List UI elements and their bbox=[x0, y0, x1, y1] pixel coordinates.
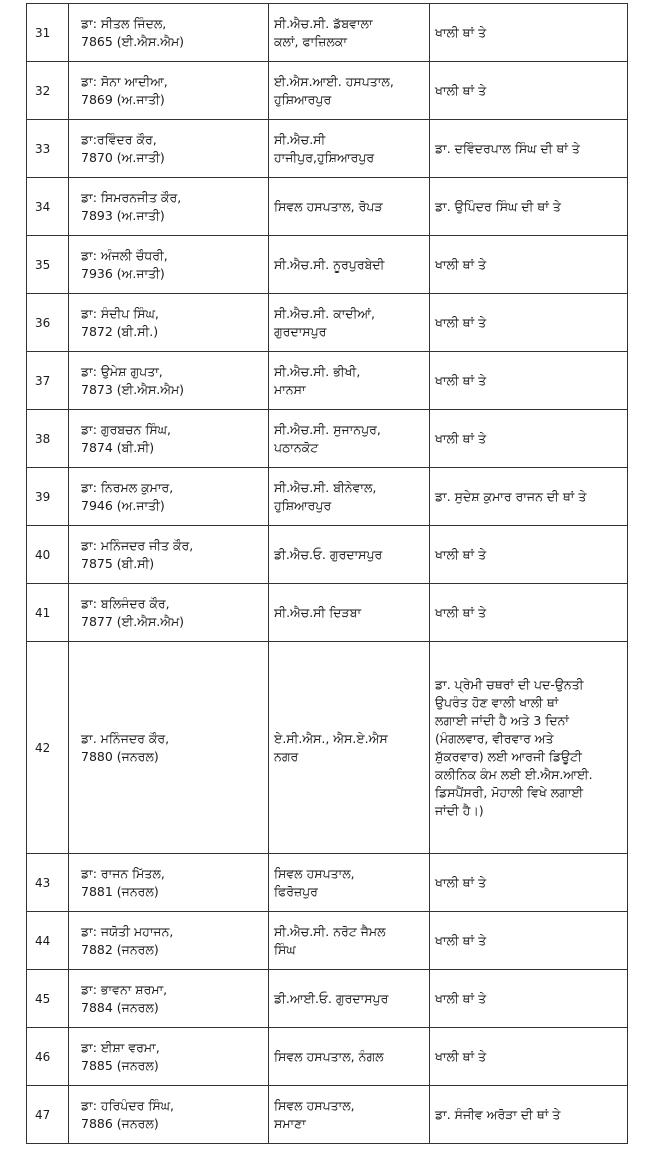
doctor-code: 7885 (ਜਨਰਲ) bbox=[81, 1057, 159, 1073]
doctor-code: 7881 (ਜਨਰਲ) bbox=[81, 883, 159, 899]
posting-place-line: ਸੀ.ਐਚ.ਸੀ. ਨਰੋਟ ਜੈਮਲ bbox=[274, 923, 386, 939]
posting-place-cell bbox=[269, 178, 430, 236]
posting-place-cell bbox=[269, 584, 430, 642]
remark-line: ਕਲੀਨਿਕ ਕੰਮ ਲਈ ਈ.ਐਸ.ਆਈ. bbox=[435, 766, 593, 782]
posting-place-line: ਏ.ਸੀ.ਐਸ., ਐਸ.ਏ.ਐਸ bbox=[274, 730, 388, 746]
remark-line: ਖਾਲੀ ਥਾਂ ਤੇ bbox=[435, 24, 487, 40]
remark-line: ਡਾ. ਸੰਜੀਵ ਅਰੋੜਾ ਦੀ ਥਾਂ ਤੇ bbox=[435, 1106, 561, 1122]
serial-number: 39 bbox=[35, 489, 51, 504]
remark-cell bbox=[430, 584, 628, 642]
serial-number-cell bbox=[27, 1086, 69, 1144]
remark-line: ਜਾਂਦੀ ਹੈ।) bbox=[435, 802, 484, 818]
serial-number-cell bbox=[27, 410, 69, 468]
table-row bbox=[27, 410, 628, 468]
remark-line: ਡਾ. ਦਵਿੰਦਰਪਾਲ ਸਿੰਘ ਦੀ ਥਾਂ ਤੇ bbox=[435, 140, 580, 156]
table-row bbox=[27, 854, 628, 912]
doctor-cell bbox=[69, 468, 269, 526]
posting-place-line: ਸੀ.ਐਚ.ਸੀ. ਨੂਰਪੁਰਬੇਦੀ bbox=[274, 256, 385, 272]
remark-line: ਖਾਲੀ ਥਾਂ ਤੇ bbox=[435, 932, 487, 948]
doctor-cell bbox=[69, 352, 269, 410]
posting-place-line: ਹਾਜੀਪੁਰ,ਹੁਸ਼ਿਆਰਪੁਰ bbox=[274, 149, 375, 165]
doctor-cell bbox=[69, 4, 269, 62]
doctor-code: 7869 (ਅ.ਜਾਤੀ) bbox=[81, 91, 165, 107]
remark-cell bbox=[430, 1028, 628, 1086]
remark-cell bbox=[430, 468, 628, 526]
doctor-name: ਡਾ: ਅੰਜਲੀ ਚੌਧਰੀ, bbox=[81, 247, 168, 263]
doctor-cell bbox=[69, 1028, 269, 1086]
doctor-name: ਡਾ: ਭਾਵਨਾ ਸ਼ਰਮਾ, bbox=[81, 981, 168, 997]
posting-place-line: ਈ.ਐਸ.ਆਈ. ਹਸਪਤਾਲ, bbox=[274, 73, 394, 89]
posting-place-line: ਸਿੰਘ bbox=[274, 941, 296, 957]
posting-place-line: ਡੀ.ਆਈ.ਓ. ਗੁਰਦਾਸਪੁਰ bbox=[274, 990, 389, 1006]
doctor-code: 7872 (ਬੀ.ਸੀ.) bbox=[81, 323, 159, 339]
serial-number: 43 bbox=[35, 875, 51, 890]
remark-line: ਉਪਰੰਤ ਹੋਣ ਵਾਲੀ ਖਾਲੀ ਥਾਂ bbox=[435, 694, 559, 710]
doctor-code: 7874 (ਬੀ.ਸੀ) bbox=[81, 439, 155, 455]
posting-place-line: ਹੁਸ਼ਿਆਰਪੁਰ bbox=[274, 91, 332, 107]
posting-place-cell bbox=[269, 4, 430, 62]
serial-number-cell bbox=[27, 468, 69, 526]
table-row bbox=[27, 178, 628, 236]
posting-place-line: ਸਿਵਲ ਹਸਪਤਾਲ, bbox=[274, 865, 355, 881]
doctor-cell bbox=[69, 236, 269, 294]
remark-line: ਡਾ. ਪ੍ਰੇਮੀ ਚਥਰਾਂ ਦੀ ਪਦ-ਉਨਤੀ bbox=[435, 676, 584, 692]
doctor-code: 7884 (ਜਨਰਲ) bbox=[81, 999, 159, 1015]
serial-number-cell bbox=[27, 352, 69, 410]
posting-place-line: ਸੀ.ਐਚ.ਸੀ. ਡੱਬਵਾਲਾ bbox=[274, 15, 373, 31]
table-row bbox=[27, 584, 628, 642]
doctor-name: ਡਾ: ਈਸ਼ਾ ਵਰਮਾ, bbox=[81, 1039, 160, 1055]
posting-place-cell bbox=[269, 1086, 430, 1144]
remark-cell bbox=[430, 854, 628, 912]
serial-number: 47 bbox=[35, 1107, 51, 1122]
remark-line: ਸ਼ੁੱਕਰਵਾਰ) ਲਈ ਆਰਜੀ ਡਿਊਟੀ bbox=[435, 748, 582, 764]
posting-place-cell bbox=[269, 120, 430, 178]
posting-place-line: ਸਿਵਲ ਹਸਪਤਾਲ, bbox=[274, 1097, 355, 1113]
doctor-code: 7882 (ਜਨਰਲ) bbox=[81, 941, 159, 957]
doctor-name: ਡਾ: ਬਲਿਜੰਦਰ ਕੌਰ, bbox=[81, 595, 170, 611]
serial-number: 31 bbox=[35, 25, 51, 40]
serial-number: 42 bbox=[35, 740, 51, 755]
posting-place-line: ਪਠਾਨਕੋਟ bbox=[274, 439, 319, 455]
doctor-code: 7875 (ਬੀ.ਸੀ) bbox=[81, 555, 155, 571]
remark-cell bbox=[430, 120, 628, 178]
doctor-name: ਡਾ: ਰਾਜਨ ਮਿੱਤਲ, bbox=[81, 865, 165, 881]
posting-place-cell bbox=[269, 352, 430, 410]
posting-place-line: ਸਿਵਲ ਹਸਪਤਾਲ, ਰੋਪੜ bbox=[274, 198, 383, 214]
posting-place-cell bbox=[269, 62, 430, 120]
serial-number: 34 bbox=[35, 199, 51, 214]
posting-table bbox=[26, 3, 628, 1144]
doctor-cell bbox=[69, 294, 269, 352]
posting-place-line: ਹੁਸ਼ਿਆਰਪੁਰ bbox=[274, 497, 332, 513]
remark-cell bbox=[430, 4, 628, 62]
doctor-cell bbox=[69, 62, 269, 120]
serial-number-cell bbox=[27, 526, 69, 584]
remark-cell bbox=[430, 642, 628, 854]
serial-number: 40 bbox=[35, 547, 51, 562]
doctor-cell bbox=[69, 178, 269, 236]
serial-number: 37 bbox=[35, 373, 51, 388]
serial-number-cell bbox=[27, 62, 69, 120]
posting-place-line: ਗੁਰਦਾਸਪੁਰ bbox=[274, 323, 327, 339]
doctor-cell bbox=[69, 642, 269, 854]
posting-place-cell bbox=[269, 854, 430, 912]
remark-line: ਖਾਲੀ ਥਾਂ ਤੇ bbox=[435, 314, 487, 330]
doctor-name: ਡਾ: ਨਿਰਮਲ ਕੁਮਾਰ, bbox=[81, 479, 174, 495]
posting-place-cell bbox=[269, 468, 430, 526]
serial-number: 44 bbox=[35, 933, 51, 948]
doctor-code: 7886 (ਜਨਰਲ) bbox=[81, 1115, 159, 1131]
doctor-code: 7880 (ਜਨਰਲ) bbox=[81, 748, 159, 764]
doctor-code: 7936 (ਅ.ਜਾਤੀ) bbox=[81, 265, 165, 281]
doctor-name: ਡਾ. ਮਨਿੰਜਦਰ ਕੌਰ, bbox=[81, 730, 170, 746]
remark-line: ਖਾਲੀ ਥਾਂ ਤੇ bbox=[435, 874, 487, 890]
doctor-cell bbox=[69, 1086, 269, 1144]
remark-cell bbox=[430, 970, 628, 1028]
serial-number: 45 bbox=[35, 991, 51, 1006]
table-row bbox=[27, 1028, 628, 1086]
remark-line: ਡਾ. ਸੁਦੇਸ਼ ਕੁਮਾਰ ਰਾਜਨ ਦੀ ਥਾਂ ਤੇ bbox=[435, 488, 587, 504]
serial-number-cell bbox=[27, 584, 69, 642]
remark-line: ਡਾ. ਉਪਿੰਦਰ ਸਿੰਘ ਦੀ ਥਾਂ ਤੇ bbox=[435, 198, 561, 214]
remark-line: ਲਗਾਈ ਜਾਂਦੀ ਹੈ ਅਤੇ 3 ਦਿਨਾਂ bbox=[435, 712, 569, 728]
remark-cell bbox=[430, 1086, 628, 1144]
serial-number-cell bbox=[27, 1028, 69, 1086]
remark-line: ਖਾਲੀ ਥਾਂ ਤੇ bbox=[435, 430, 487, 446]
remark-cell bbox=[430, 526, 628, 584]
serial-number-cell bbox=[27, 120, 69, 178]
remark-line: ਡਿਸਪੈਂਸਰੀ, ਮੋਹਾਲੀ ਵਿਖੇ ਲਗਾਈ bbox=[435, 784, 584, 800]
remark-line: ਖਾਲੀ ਥਾਂ ਤੇ bbox=[435, 546, 487, 562]
doctor-code: 7946 (ਅ.ਜਾਤੀ) bbox=[81, 497, 165, 513]
table-row bbox=[27, 912, 628, 970]
table-row bbox=[27, 120, 628, 178]
remark-line: ਖਾਲੀ ਥਾਂ ਤੇ bbox=[435, 604, 487, 620]
posting-place-cell bbox=[269, 912, 430, 970]
remark-line: ਖਾਲੀ ਥਾਂ ਤੇ bbox=[435, 82, 487, 98]
remark-cell bbox=[430, 410, 628, 468]
serial-number: 38 bbox=[35, 431, 51, 446]
serial-number: 41 bbox=[35, 605, 51, 620]
posting-place-cell bbox=[269, 294, 430, 352]
serial-number-cell bbox=[27, 178, 69, 236]
posting-place-line: ਸੀ.ਐਚ.ਸੀ bbox=[274, 131, 326, 147]
remark-cell bbox=[430, 178, 628, 236]
doctor-name: ਡਾ: ਮਨਿੰਜਦਰ ਜੀਤ ਕੌਰ, bbox=[81, 537, 194, 553]
doctor-name: ਡਾ: ਹਰਿਪੰਦਰ ਸਿੰਘ, bbox=[81, 1097, 175, 1113]
posting-place-line: ਸੀ.ਐਚ.ਸੀ. ਬੀਨੇਵਾਲ, bbox=[274, 479, 377, 495]
serial-number: 36 bbox=[35, 315, 51, 330]
serial-number-cell bbox=[27, 4, 69, 62]
doctor-code: 7870 (ਅ.ਜਾਤੀ) bbox=[81, 149, 165, 165]
serial-number: 35 bbox=[35, 257, 51, 272]
doctor-cell bbox=[69, 970, 269, 1028]
remark-line: ਖਾਲੀ ਥਾਂ ਤੇ bbox=[435, 1048, 487, 1064]
remark-line: (ਮੰਗਲਵਾਰ, ਵੀਰਵਾਰ ਅਤੇ bbox=[435, 730, 554, 746]
doctor-code: 7873 (ਈ.ਐਸ.ਐਮ) bbox=[81, 381, 185, 397]
table-row bbox=[27, 4, 628, 62]
serial-number: 33 bbox=[35, 141, 51, 156]
table-row bbox=[27, 352, 628, 410]
doctor-name: ਡਾ: ਜਯੋਤੀ ਮਹਾਜਨ, bbox=[81, 923, 174, 939]
table-row bbox=[27, 62, 628, 120]
doctor-cell bbox=[69, 120, 269, 178]
table-row bbox=[27, 468, 628, 526]
posting-place-line: ਸੀ.ਐਚ.ਸੀ. ਕਾਦੀਆਂ, bbox=[274, 305, 375, 321]
serial-number-cell bbox=[27, 970, 69, 1028]
remark-line: ਖਾਲੀ ਥਾਂ ਤੇ bbox=[435, 990, 487, 1006]
posting-place-cell bbox=[269, 526, 430, 584]
serial-number-cell bbox=[27, 642, 69, 854]
remark-cell bbox=[430, 62, 628, 120]
remark-line: ਖਾਲੀ ਥਾਂ ਤੇ bbox=[435, 256, 487, 272]
serial-number-cell bbox=[27, 294, 69, 352]
doctor-cell bbox=[69, 410, 269, 468]
doctor-name: ਡਾ: ਸਿਮਰਨਜੀਤ ਕੌਰ, bbox=[81, 189, 182, 205]
table-row bbox=[27, 526, 628, 584]
posting-place-line: ਨਗਰ bbox=[274, 748, 299, 764]
table-row bbox=[27, 1086, 628, 1144]
doctor-code: 7893 (ਅ.ਜਾਤੀ) bbox=[81, 207, 165, 223]
serial-number-cell bbox=[27, 236, 69, 294]
posting-place-line: ਡੀ.ਐਚ.ਓ. ਗੁਰਦਾਸਪੁਰ bbox=[274, 546, 383, 562]
remark-cell bbox=[430, 352, 628, 410]
posting-place-cell bbox=[269, 642, 430, 854]
posting-place-line: ਮਾਨਸਾ bbox=[274, 381, 306, 397]
serial-number-cell bbox=[27, 854, 69, 912]
posting-table-body bbox=[27, 4, 628, 1144]
posting-place-cell bbox=[269, 1028, 430, 1086]
posting-place-line: ਸਮਾਣਾ bbox=[274, 1115, 306, 1131]
posting-place-line: ਸੀ.ਐਚ.ਸੀ ਦਿੜਬਾ bbox=[274, 604, 362, 620]
posting-place-cell bbox=[269, 236, 430, 294]
remark-cell bbox=[430, 294, 628, 352]
doctor-cell bbox=[69, 584, 269, 642]
table-row bbox=[27, 236, 628, 294]
remark-cell bbox=[430, 236, 628, 294]
posting-place-line: ਸੀ.ਐਚ.ਸੀ. ਭੀਖੀ, bbox=[274, 363, 361, 379]
doctor-name: ਡਾ: ਸੋਨਾ ਆਦੀਆ, bbox=[81, 73, 168, 89]
doctor-name: ਡਾ:ਰਵਿੰਦਰ ਕੌਰ, bbox=[81, 131, 157, 147]
posting-place-cell bbox=[269, 410, 430, 468]
remark-line: ਖਾਲੀ ਥਾਂ ਤੇ bbox=[435, 372, 487, 388]
serial-number: 46 bbox=[35, 1049, 51, 1064]
posting-place-line: ਕਲਾਂ, ਫਾਜ਼ਿਲਕਾ bbox=[274, 33, 347, 49]
doctor-code: 7877 (ਈ.ਐਸ.ਐਮ) bbox=[81, 613, 185, 629]
doctor-cell bbox=[69, 912, 269, 970]
remark-cell bbox=[430, 912, 628, 970]
doctor-name: ਡਾ: ਗੁਰਬਚਨ ਸਿੰਘ, bbox=[81, 421, 171, 437]
table-row bbox=[27, 642, 628, 854]
doctor-name: ਡਾ: ਉਮੇਸ਼ ਗੁਪਤਾ, bbox=[81, 363, 163, 379]
posting-place-line: ਸਿਵਲ ਹਸਪਤਾਲ, ਨੰਗਲ bbox=[274, 1048, 384, 1064]
doctor-code: 7865 (ਈ.ਐਸ.ਐਮ) bbox=[81, 33, 185, 49]
posting-place-line: ਸੀ.ਐਚ.ਸੀ. ਸੁਜਾਨਪੁਰ, bbox=[274, 421, 381, 437]
table-row bbox=[27, 970, 628, 1028]
doctor-cell bbox=[69, 526, 269, 584]
doctor-cell bbox=[69, 854, 269, 912]
posting-place-cell bbox=[269, 970, 430, 1028]
doctor-name: ਡਾ: ਸੀਤਲ ਜਿੰਦਲ, bbox=[81, 15, 167, 31]
doctor-name: ਡਾ: ਸੰਦੀਪ ਸਿੰਘ, bbox=[81, 305, 159, 321]
posting-place-line: ਫਿਰੋਜ਼ਪੁਰ bbox=[274, 883, 318, 899]
serial-number: 32 bbox=[35, 83, 51, 98]
serial-number-cell bbox=[27, 912, 69, 970]
table-row bbox=[27, 294, 628, 352]
